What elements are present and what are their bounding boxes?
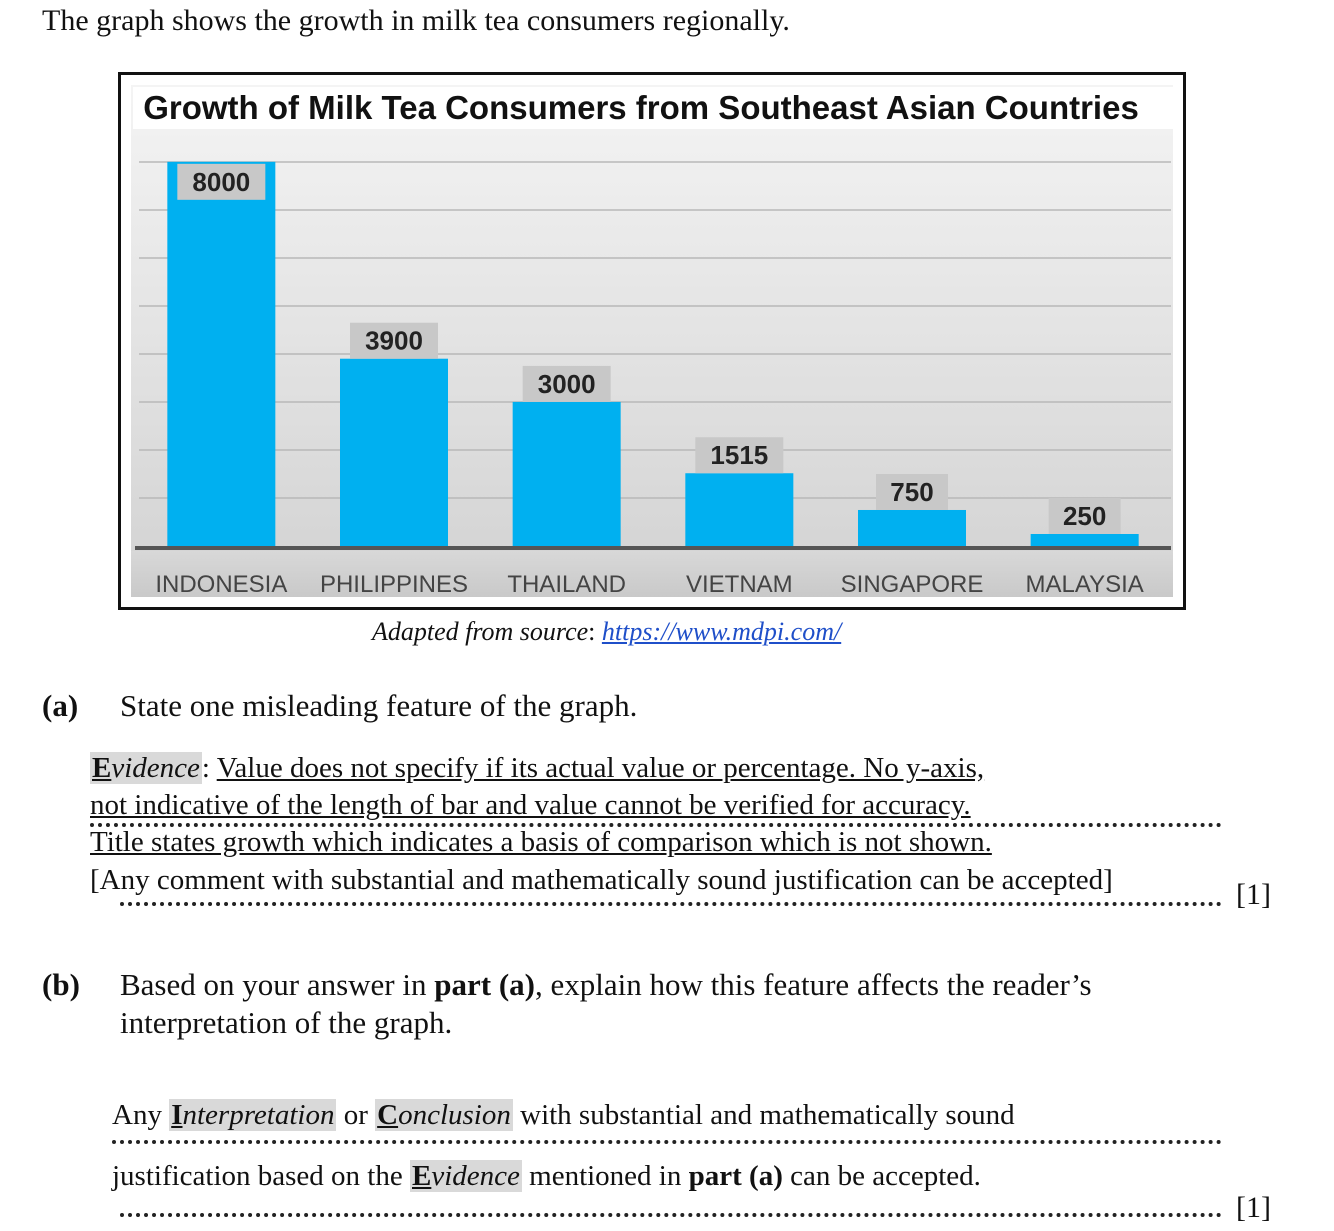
answer-a-line2: not indicative of the length of bar and value cannot be verified for accuracy. bbox=[90, 789, 971, 821]
part-a-question: State one misleading feature of the graph. bbox=[120, 688, 638, 723]
part-b-marks: [1] bbox=[1236, 1191, 1271, 1224]
bar-philippines bbox=[340, 359, 448, 546]
part-b-answer-line-1 bbox=[112, 1099, 1015, 1132]
source-sep: : bbox=[588, 617, 602, 646]
concl-initial: C bbox=[377, 1099, 399, 1131]
category-label: THAILAND bbox=[507, 571, 627, 598]
part-b-question bbox=[120, 967, 1092, 1003]
data-label: 3000 bbox=[537, 368, 596, 399]
a1-pre: Any bbox=[112, 1099, 170, 1131]
evidence-initial: E bbox=[92, 752, 112, 784]
evidence-rest: vidence bbox=[111, 752, 200, 784]
evidence-colon: : bbox=[201, 752, 210, 784]
data-label: 3900 bbox=[365, 325, 423, 356]
data-label: 8000 bbox=[192, 166, 251, 197]
bar-chart bbox=[118, 72, 1186, 610]
category-label: PHILIPPINES bbox=[319, 571, 469, 598]
category-label: MALAYSIA bbox=[1025, 571, 1144, 598]
a2-pre: justification based on the bbox=[112, 1160, 410, 1192]
source-prefix: Adapted from source bbox=[372, 617, 589, 646]
chart-title: Growth of Milk Tea Consumers from Southeast Asian Countries bbox=[143, 89, 1139, 126]
answer-a-line3: Title states growth which indicates a basis of comparison which is not shown. bbox=[90, 826, 992, 858]
a2-bold: part (a) bbox=[688, 1160, 783, 1192]
data-label: 1515 bbox=[710, 440, 769, 471]
interp-initial: I bbox=[171, 1099, 183, 1131]
a2-post: can be accepted. bbox=[782, 1160, 981, 1192]
bar-singapore bbox=[858, 510, 966, 546]
evid-rest: vidence bbox=[431, 1160, 520, 1192]
bar-vietnam bbox=[685, 473, 793, 546]
data-label: 750 bbox=[890, 476, 934, 507]
a1-or: or bbox=[336, 1099, 376, 1131]
interpretation-tag bbox=[169, 1099, 336, 1131]
a2-mid: mentioned in bbox=[521, 1160, 689, 1192]
part-b-label: (b) bbox=[42, 967, 80, 1002]
part-b-answer-line-2 bbox=[112, 1160, 981, 1193]
part-b-question-line2: interpretation of the graph. bbox=[120, 1005, 453, 1040]
evid-initial: E bbox=[412, 1160, 432, 1192]
answer-dotted-line bbox=[112, 1140, 1222, 1144]
evidence-tag-b bbox=[410, 1160, 522, 1192]
a1-post: with substantial and mathematically sound bbox=[512, 1099, 1015, 1131]
concl-rest: onclusion bbox=[398, 1099, 511, 1131]
category-label: SINGAPORE bbox=[840, 571, 984, 598]
bar-indonesia bbox=[167, 162, 275, 546]
category-label: VIETNAM bbox=[685, 571, 793, 598]
answer-dotted-line bbox=[120, 902, 1222, 906]
conclusion-tag bbox=[375, 1099, 513, 1131]
intro-text: The graph shows the growth in milk tea consumers regionally. bbox=[42, 4, 790, 37]
answer-a-line4: [Any comment with substantial and mathematically sound justification can be accepted] bbox=[90, 864, 1113, 896]
category-label: INDONESIA bbox=[155, 571, 288, 598]
bar-malaysia bbox=[1031, 534, 1139, 546]
q-pre: Based on your answer in bbox=[120, 967, 435, 1002]
part-a-label: (a) bbox=[42, 688, 79, 723]
chart-svg bbox=[121, 75, 1183, 607]
q-bold: part (a) bbox=[434, 967, 535, 1002]
answer-dotted-line bbox=[120, 1213, 1222, 1217]
q-post: , explain how this feature affects the reader’s bbox=[534, 967, 1092, 1002]
bar-thailand bbox=[513, 402, 621, 546]
data-label: 250 bbox=[1062, 500, 1107, 531]
part-a-answer-line-1 bbox=[90, 752, 984, 785]
interp-rest: nterpretation bbox=[182, 1099, 335, 1131]
part-a-marks: [1] bbox=[1236, 878, 1271, 911]
source-link[interactable]: https://www.mdpi.com/ bbox=[601, 617, 842, 646]
source-line bbox=[372, 617, 841, 647]
answer-a-line1: Value does not specify if its actual value or percentage. No y-axis, bbox=[216, 752, 985, 784]
evidence-tag bbox=[90, 752, 202, 784]
